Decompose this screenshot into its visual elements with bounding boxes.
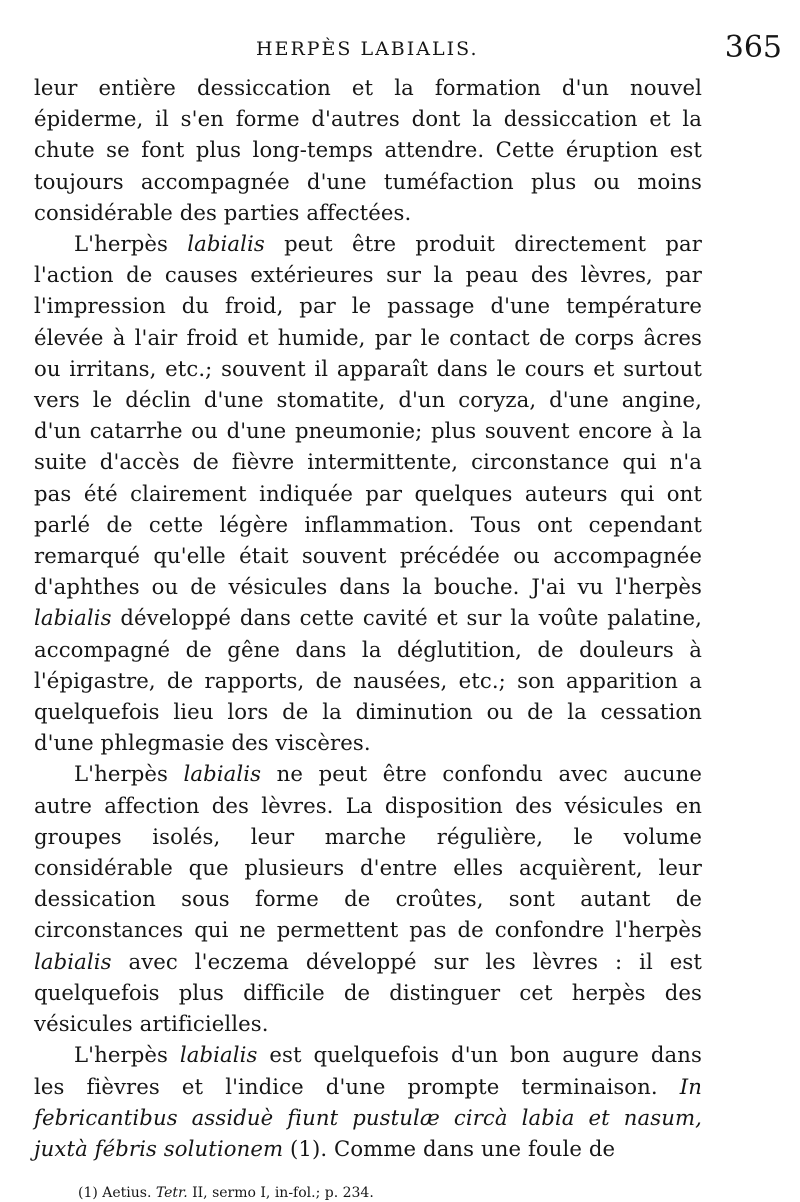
text-run: développé dans cette cavité et sur la voûte palatine, accompagné de gêne dans la déglutition, de douleurs à l'épigastre, de rapports, de nausées, etc.; son apparition a quelquefois lieu lors de la diminution ou de la cessation d'une phlegmasie des viscères. [34, 605, 702, 756]
page-number: 365 [724, 30, 782, 65]
text-run: L'herpès [74, 1042, 180, 1068]
italic-text: labialis [183, 761, 262, 787]
italic-text: In febricantibus assiduè fiunt pustulæ circà labia et nasum, juxtà fébris solutionem [34, 1073, 702, 1161]
footnote [34, 1184, 702, 1202]
text-run: L'herpès [74, 761, 184, 787]
italic-text: labialis [187, 231, 265, 257]
text-run: (1) Aetius. [78, 1185, 156, 1202]
text-run: peut être produit directement par l'action de causes extérieures sur la peau des lèvres, par l'impression du froid, par le passage d'une température élevée à l'air froid et humide, par le contact de corps âcres ou irritans, etc.; souvent il apparaît dans le cours et surtout vers le déclin d'une stomatite, d'un coryza, d'une angine, d'un catarrhe ou d'une pneumonie; plus souvent encore à la suite d'accès de fièvre intermittente, circonstance qui n'a pas été clairement indiquée par quelques auteurs qui ont parlé de cette légère inflammation. Tous ont cependant remarqué qu'elle était souvent précédée ou accompagnée d'aphthes ou de vésicules dans la bouche. J'ai vu l'herpès [34, 231, 702, 600]
body-text [34, 72, 702, 1164]
text-run: II, sermo I, in-fol.; p. 234. [187, 1185, 374, 1202]
paragraph [34, 228, 702, 758]
text-run: (1). Comme dans une foule de [283, 1135, 616, 1161]
text-run: L'herpès [74, 231, 188, 257]
text-run: leur entière dessiccation et la formation d'un nouvel épiderme, il s'en forme d'autres dont la dessiccation et la chute se font plus long-temps attendre. Cette éruption est toujours accompagnée d'une tuméfaction plus ou moins considérable des parties affectées. [34, 75, 702, 225]
italic-text: labialis [179, 1042, 258, 1068]
italic-text: labialis [34, 605, 112, 631]
paragraph [34, 758, 702, 1039]
italic-text: labialis [34, 948, 112, 974]
text-run: ne peut être confondu avec aucune autre affection des lèvres. La disposition des vésicules en groupes isolés, leur marche régulière, le volume considérable que plusieurs d'entre elles acquièrent, leur dessication sous forme de croûtes, sont autant de circonstances qui ne permettent pas de confondre l'herpès [34, 761, 702, 943]
text-run: est quelquefois d'un bon augure dans les fièvres et l'indice d'une prompte terminaison. [34, 1042, 702, 1099]
italic-text: Tetr. [155, 1185, 188, 1202]
text-run: avec l'eczema développé sur les lèvres : il est quelquefois plus difficile de distinguer cet herpès des vésicules artificielles. [34, 948, 702, 1037]
paragraph [34, 1039, 702, 1164]
running-title: HERPÈS LABIALIS. [256, 38, 479, 60]
running-head [34, 30, 782, 72]
paragraph [34, 72, 702, 228]
